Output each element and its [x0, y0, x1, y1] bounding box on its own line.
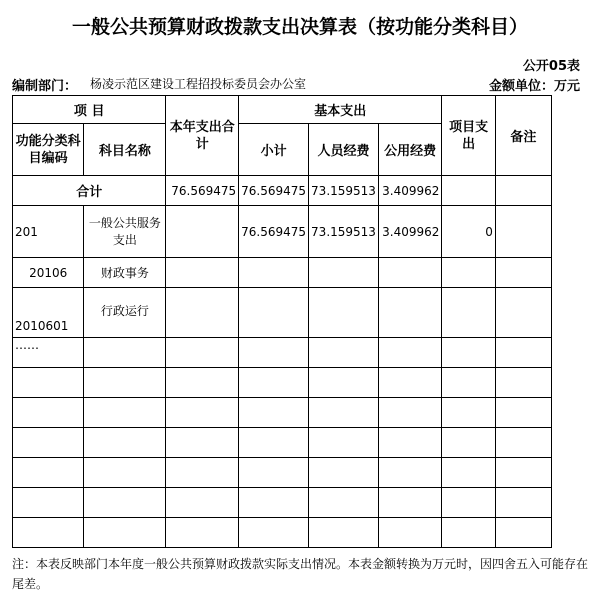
total-subtotal: 76.569475 [239, 176, 309, 206]
total-amount: 76.569475 [166, 176, 239, 206]
row-name: 财政事务 [84, 258, 166, 288]
cell [495, 176, 551, 206]
row-name: 一般公共服务支出 [84, 206, 166, 258]
header-personnel: 人员经费 [309, 124, 379, 176]
table-row [13, 206, 600, 258]
table-row [13, 288, 600, 338]
total-public: 3.409962 [378, 176, 441, 206]
header-total: 本年支出合计 [166, 96, 239, 176]
total-personnel: 73.159513 [309, 176, 379, 206]
row-personnel: 73.159513 [309, 206, 379, 258]
table-row [13, 338, 600, 368]
row-project: 0 [442, 206, 495, 258]
row-name [84, 338, 166, 368]
row-subtotal: 76.569475 [239, 206, 309, 258]
table-row [13, 258, 600, 288]
row-name: 行政运行 [84, 288, 166, 338]
unit-label: 金额单位：万元 [488, 79, 580, 94]
budget-table [12, 95, 600, 548]
header-name: 科目名称 [84, 124, 166, 176]
header-code: 功能分类科目编码 [13, 124, 84, 176]
row-code: 2010601 [13, 288, 84, 338]
row-public: 3.409962 [378, 206, 441, 258]
header-project: 项目支出 [442, 96, 495, 176]
row-total [166, 206, 239, 258]
footnote: 注：本表反映部门本年度一般公共预算财政拨款实际支出情况。本表金额转换为万元时，因四舍五入可能存在尾差。 [12, 557, 589, 591]
header-subtotal: 小计 [239, 124, 309, 176]
cell [495, 206, 551, 258]
total-row [13, 176, 600, 206]
table-number: 公开05表 [522, 59, 580, 74]
page-title: 一般公共预算财政拨款支出决算表（按功能分类科目） [71, 16, 528, 38]
header-remark: 备注 [495, 96, 551, 176]
header-basic: 基本支出 [239, 96, 442, 124]
row-code: …… [13, 338, 84, 368]
total-label: 合计 [13, 176, 166, 206]
org-label: 编制部门： [12, 79, 78, 94]
cell [442, 176, 495, 206]
header-item: 项 目 [13, 96, 166, 124]
header-public: 公用经费 [378, 124, 441, 176]
org-name: 杨凌示范区建设工程招投标委员会办公室 [90, 77, 307, 91]
row-code: 20106 [13, 258, 84, 288]
row-code: 201 [13, 206, 84, 258]
